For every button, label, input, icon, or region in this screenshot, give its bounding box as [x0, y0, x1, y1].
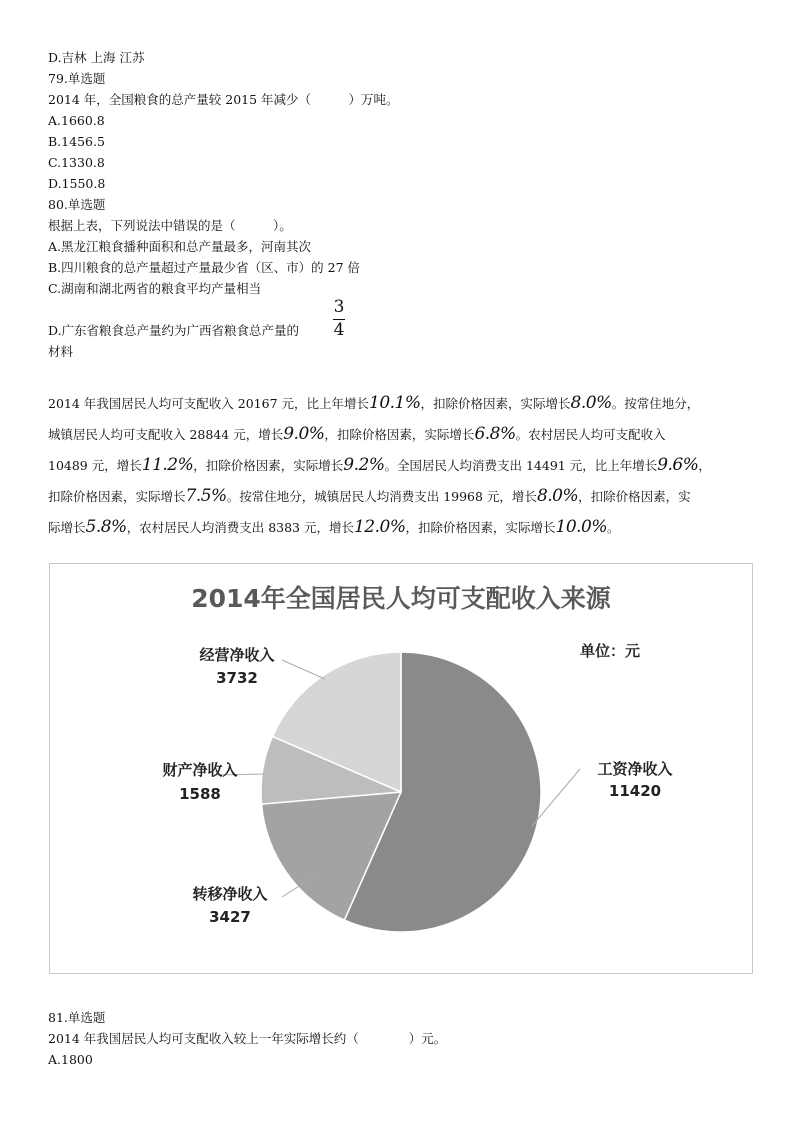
material-line-5 — [48, 517, 620, 537]
slice-value-label: 1588 — [179, 785, 221, 803]
fraction-denominator: 4 — [333, 320, 345, 340]
fraction-numerator: 3 — [333, 297, 345, 317]
text-segment: ，扣除价格因素，实际增长 — [193, 458, 344, 473]
text-segment: 扣除价格因素，实际增长 — [48, 489, 186, 504]
text-segment: 。农村居民人均可支配收入 — [515, 427, 666, 442]
text-segment: 。按常住地分， — [611, 396, 700, 411]
material-line-2 — [48, 424, 666, 444]
slice-name-label: 经营净收入 — [199, 646, 275, 664]
slice-name-label: 工资净收入 — [597, 760, 673, 778]
q80-stem: 根据上表，下列说法中错误的是（ ）。 — [48, 218, 292, 233]
q80-option-c: C.湖南和湖北两省的粮食平均产量相当 — [48, 281, 262, 296]
text-segment: 。 — [607, 520, 620, 535]
text-segment: 2014 年我国居民人均可支配收入 20167 元，比上年增长 — [48, 396, 369, 411]
q80-option-d: D.广东省粮食总产量约为广西省粮食总产量的 — [48, 323, 300, 338]
q79-header: 79.单选题 — [48, 71, 106, 86]
q79-option-d: D.1550.8 — [48, 176, 106, 191]
percent-value: 5.8% — [85, 517, 127, 537]
percent-value: 12.0% — [353, 517, 406, 537]
text-segment: ，扣除价格因素，实 — [578, 489, 691, 504]
material-line-4 — [48, 486, 691, 506]
text-segment: 10489 元，增长 — [48, 458, 142, 473]
q79-option-a: A.1660.8 — [48, 113, 105, 128]
q81-header: 81.单选题 — [48, 1010, 106, 1025]
q79-option-c: C.1330.8 — [48, 155, 105, 170]
slice-value-label: 11420 — [608, 782, 662, 800]
pie-slices — [261, 652, 541, 932]
q78-option-d: D.吉林 上海 江苏 — [48, 50, 145, 65]
pie-chart-svg — [50, 564, 752, 973]
percent-value: 11.2% — [141, 455, 194, 475]
text-segment: ，农村居民人均消费支出 8383 元，增长 — [126, 520, 354, 535]
chart-unit-label: 单位：元 — [579, 642, 641, 660]
slice-name-label: 转移净收入 — [192, 885, 268, 903]
text-segment: 。按常住地分，城镇居民人均消费支出 19968 元，增长 — [226, 489, 537, 504]
text-segment: ， — [698, 458, 711, 473]
slice-name-label: 财产净收入 — [162, 761, 238, 779]
slice-value-label: 3732 — [216, 669, 258, 687]
percent-value: 10.0% — [555, 517, 608, 537]
text-segment: 际增长 — [48, 520, 86, 535]
percent-value: 8.0% — [536, 486, 579, 506]
slice-value-label: 3427 — [209, 908, 251, 926]
percent-value: 7.5% — [185, 486, 227, 506]
q79-option-b: B.1456.5 — [48, 134, 105, 149]
q81-stem: 2014 年我国居民人均可支配收入较上一年实际增长约（ ）元。 — [48, 1031, 447, 1046]
text-segment: ，扣除价格因素，实际增长 — [324, 427, 475, 442]
text-segment: ，扣除价格因素，实际增长 — [420, 396, 571, 411]
percent-value: 8.0% — [570, 393, 612, 413]
material-label: 材料 — [48, 344, 74, 359]
material-line-3 — [48, 455, 711, 475]
percent-value: 6.8% — [474, 424, 516, 444]
q80-option-b: B.四川粮食的总产量超过产量最少省（区、市）的 27 倍 — [48, 260, 361, 275]
q80-option-a: A.黑龙江粮食播种面积和总产量最多，河南其次 — [48, 239, 312, 254]
percent-value: 9.0% — [283, 424, 325, 444]
chart-title: 2014年全国居民人均可支配收入来源 — [191, 584, 611, 613]
text-segment: 。全国居民人均消费支出 14491 元，比上年增长 — [384, 458, 658, 473]
q79-stem: 2014 年，全国粮食的总产量较 2015 年减少（ ）万吨。 — [48, 92, 399, 107]
q81-option-a: A.1800 — [48, 1052, 93, 1067]
text-segment: ，扣除价格因素，实际增长 — [405, 520, 556, 535]
text-segment: 城镇居民人均可支配收入 28844 元，增长 — [48, 427, 284, 442]
percent-value: 9.6% — [657, 455, 699, 475]
q80-header: 80.单选题 — [48, 197, 106, 212]
percent-value: 9.2% — [343, 455, 385, 475]
percent-value: 10.1% — [369, 393, 421, 413]
material-line-1 — [48, 393, 699, 413]
income-source-chart — [49, 563, 753, 974]
leader-line — [282, 660, 325, 679]
